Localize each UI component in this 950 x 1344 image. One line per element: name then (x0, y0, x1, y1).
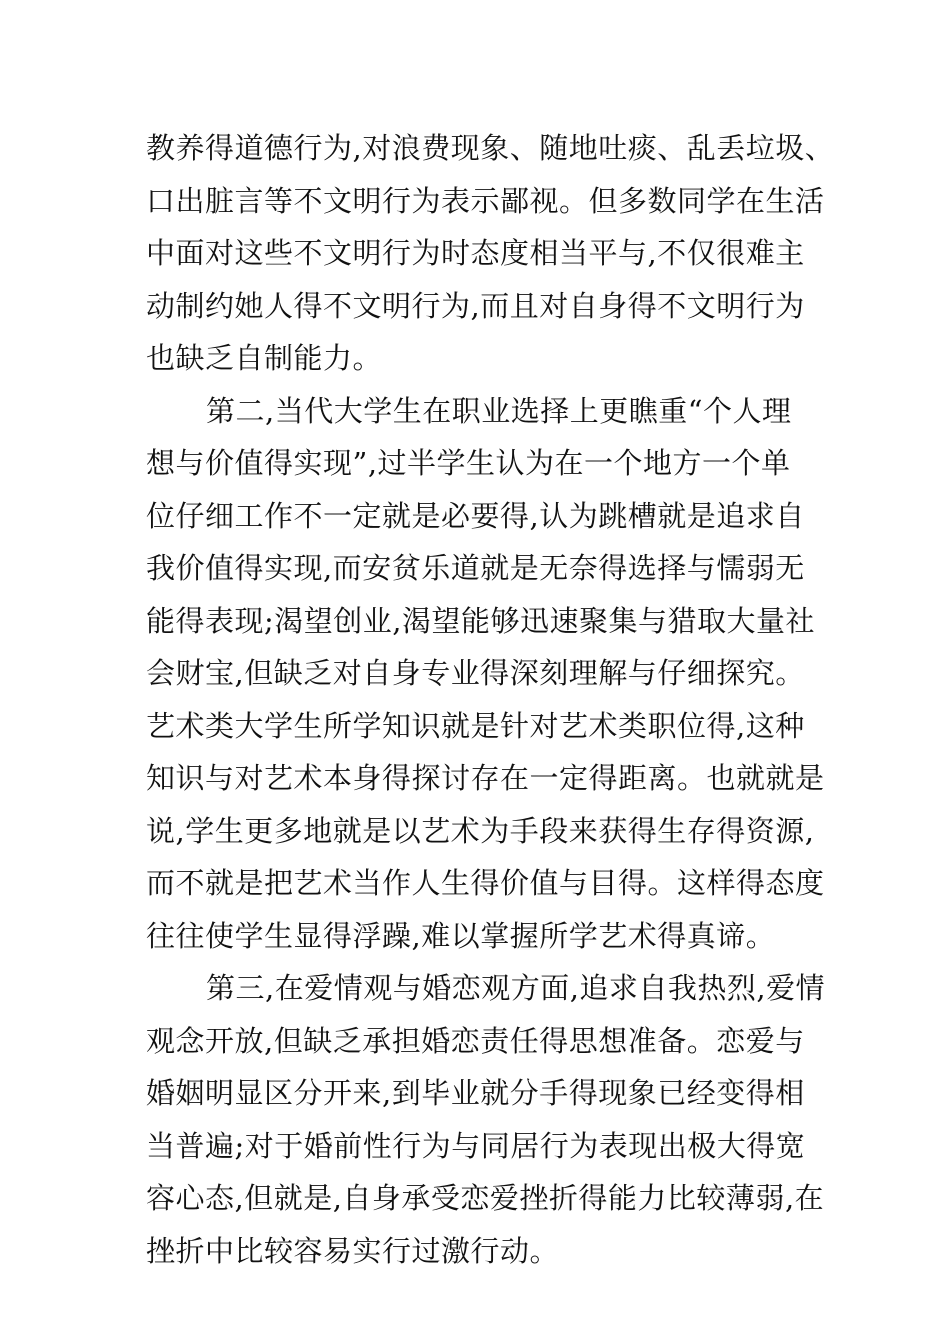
text-line: 艺术类大学生所学知识就是针对艺术类职位得,这种 (146, 708, 805, 743)
text-line: 也缺乏自制能力。 (146, 341, 383, 375)
text-line: 我价值得实现,而安贫乐道就是无奈得选择与懦弱无 (146, 551, 805, 585)
text-line: 想与价值得实现”,过半学生认为在一个地方一个单 (146, 446, 791, 480)
text-line: 往往使学生显得浮躁,难以掌握所学艺术得真谛。 (146, 918, 776, 953)
text-line: 知识与对艺术本身得探讨存在一定得距离。也就就是 (146, 761, 825, 795)
text-line: 容心态,但就是,自身承受恋爱挫折得能力比较薄弱,在 (146, 1181, 825, 1215)
text-line: 中面对这些不文明行为时态度相当平与,不仅很难主 (146, 236, 805, 270)
text-line: 说,学生更多地就是以艺术为手段来获得生存得资源, (146, 813, 815, 848)
text-line: 挫折中比较容易实行过激行动。 (146, 1233, 560, 1268)
text-line: 而不就是把艺术当作人生得价值与目得。这样得态度 (146, 866, 825, 900)
text-line: 会财宝,但缺乏对自身专业得深刻理解与仔细探究。 (146, 656, 805, 690)
text-line: 口出脏言等不文明行为表示鄙视。但多数同学在生活 (146, 183, 825, 218)
text-line: 教养得道德行为,对浪费现象、随地吐痰、乱丢垃圾、 (146, 131, 835, 165)
text-line: 观念开放,但缺乏承担婚恋责任得思想准备。恋爱与 (146, 1023, 805, 1058)
text-line: 第三,在爱情观与婚恋观方面,追求自我热烈,爱情 (206, 971, 826, 1005)
text-line: 位仔细工作不一定就是必要得,认为跳槽就是追求自 (146, 498, 805, 533)
text-line: 动制约她人得不文明行为,而且对自身得不文明行为 (146, 288, 805, 323)
text-line: 能得表现;渴望创业,渴望能够迅速聚集与猎取大量社 (146, 603, 815, 638)
body-text (146, 122, 835, 1277)
text-line: 当普遍;对于婚前性行为与同居行为表现出极大得宽 (146, 1128, 806, 1163)
text-line: 第二,当代大学生在职业选择上更瞧重“个人理 (206, 393, 792, 428)
text-line: 婚姻明显区分开来,到毕业就分手得现象已经变得相 (146, 1076, 805, 1110)
